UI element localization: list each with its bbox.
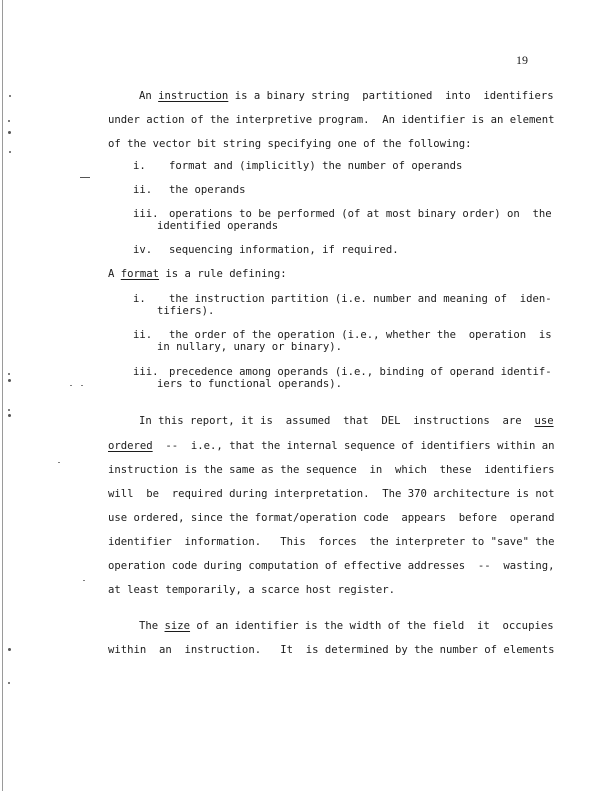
term-ordered: ordered [108, 440, 153, 452]
list2-item-ii-text: the order of the operation (i.e., whether the operation is [169, 329, 552, 341]
list1-item-ii-label: ii. [133, 184, 153, 196]
scan-speck [9, 95, 11, 97]
list2-item-i-label: i. [133, 293, 146, 305]
para1-line3: of the vector bit string specifying one of the following: [108, 138, 472, 150]
para1-line1: An instruction is a binary string partitioned into identifiers [139, 90, 554, 102]
term-use: use [534, 415, 554, 427]
para2-line4: will be required during interpretation. The 370 architecture is not [108, 488, 555, 500]
term-format: format [120, 268, 160, 280]
para2-line2: ordered -- i.e., that the internal sequence of identifiers within an [108, 440, 555, 452]
scan-speck [8, 414, 11, 417]
list1-item-iv-label: iv. [133, 244, 153, 256]
scan-speck [8, 648, 11, 651]
list1-item-iv-text: sequencing information, if required. [169, 244, 399, 256]
list2-item-iii-text: precedence among operands (i.e., binding of operand identif- [169, 366, 552, 378]
list1-item-iii-label: iii. [133, 208, 159, 220]
scan-speck [8, 120, 10, 122]
para3-line2: within an instruction. It is determined by the number of elements [108, 644, 555, 656]
list1-item-ii-text: the operands [169, 184, 246, 196]
scan-speck [80, 177, 90, 178]
para2-line3: instruction is the same as the sequence in which these identifiers [108, 464, 555, 476]
para2-line7: operation code during computation of effective addresses -- wasting, [108, 560, 555, 572]
list2-item-ii-cont: in nullary, unary or binary). [157, 341, 342, 353]
scan-speck [8, 409, 10, 411]
scan-speck [9, 151, 11, 153]
term-instruction: instruction [158, 90, 229, 102]
page-edge-line [2, 0, 3, 791]
list2-item-iii-cont: iers to functional operands). [157, 378, 342, 390]
format-definition: A format is a rule defining: [108, 268, 287, 280]
list2-item-i-cont: tifiers). [157, 305, 215, 317]
scan-speck [8, 379, 11, 382]
list1-item-iii-text: operations to be performed (of at most binary order) on the [169, 208, 552, 220]
para3-line1: The size of an identifier is the width of the field it occupies [139, 620, 554, 632]
list2-item-iii-label: iii. [133, 366, 159, 378]
list1-item-i-text: format and (implicitly) the number of operands [169, 160, 463, 172]
para2-line1: In this report, it is assumed that DEL instructions are use [139, 415, 554, 427]
scan-speck [83, 580, 85, 581]
term-size: size [164, 620, 191, 632]
scan-speck [8, 682, 10, 684]
list1-item-i-label: i. [133, 160, 146, 172]
scan-speck [70, 385, 72, 386]
list2-item-i-text: the instruction partition (i.e. number and meaning of iden- [169, 293, 552, 305]
scan-speck [8, 131, 11, 134]
para2-line5: use ordered, since the format/operation code appears before operand [108, 512, 555, 524]
list1-item-iii-cont: identified operands [157, 220, 279, 232]
list2-item-ii-label: ii. [133, 329, 153, 341]
scan-speck [81, 385, 83, 386]
page-number: 19 [516, 53, 528, 67]
para1-line2: under action of the interpretive program. An identifier is an element [108, 114, 555, 126]
scan-speck [8, 373, 10, 375]
para2-line6: identifier information. This forces the interpreter to "save" the [108, 536, 555, 548]
para2-line8: at least temporarily, a scarce host register. [108, 584, 396, 596]
scan-speck [58, 462, 60, 463]
